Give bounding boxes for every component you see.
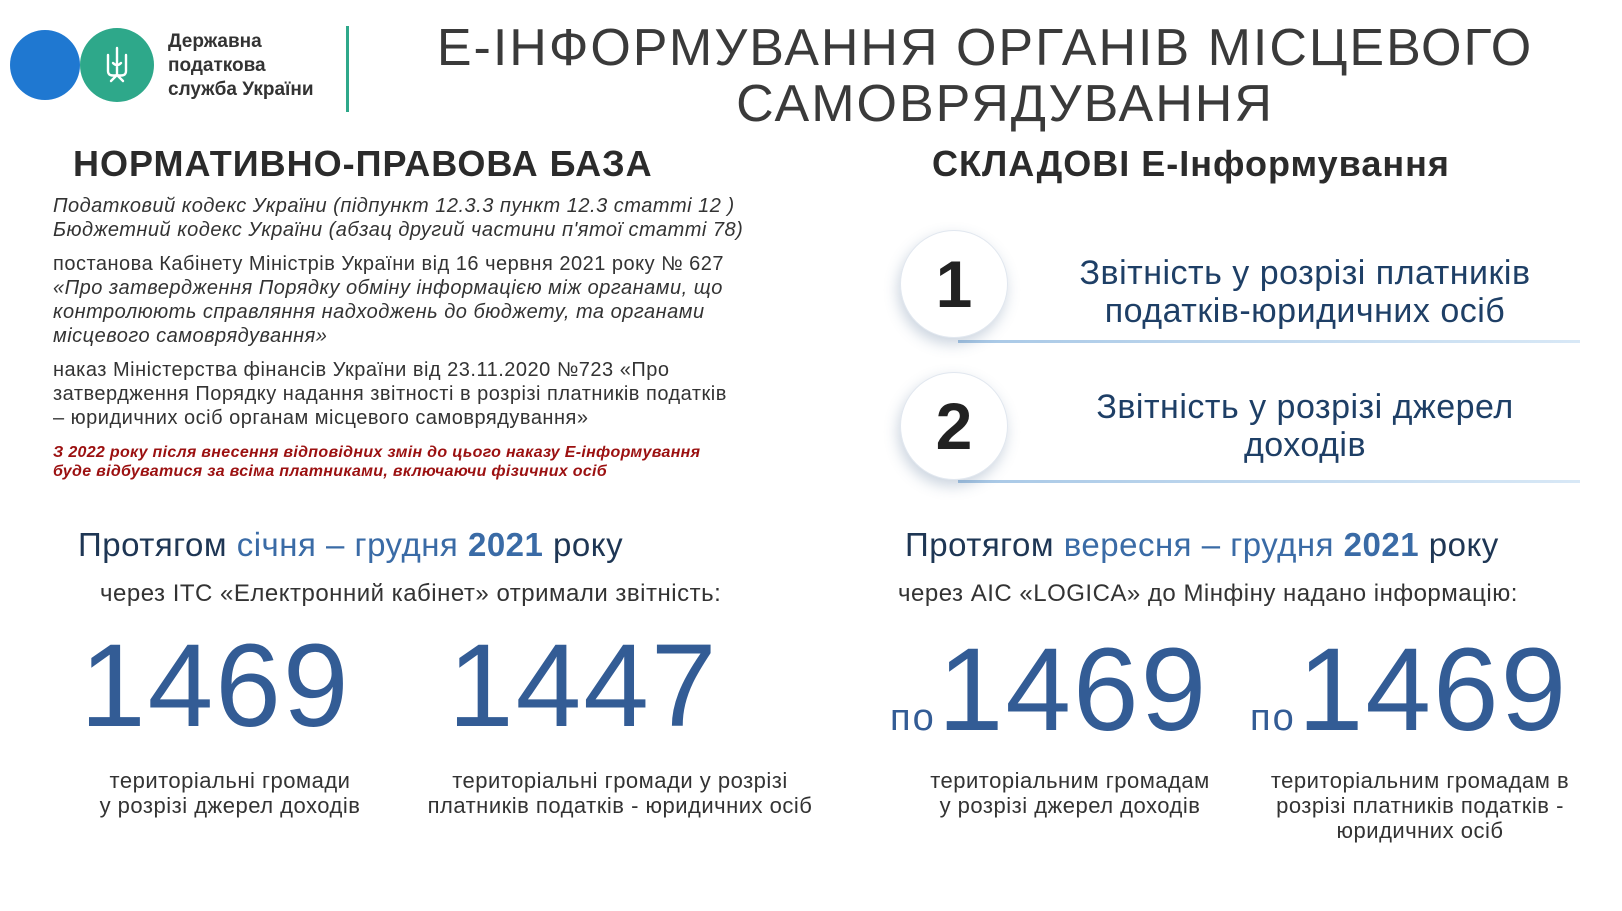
left-period-year: 2021 <box>467 526 544 563</box>
right-period-via: через АІС «LOGICA» до Мінфіну надано інформацію: <box>898 580 1518 607</box>
right-period-months: вересня – грудня <box>1063 526 1344 563</box>
legal-item-8: затвердження Порядку надання звітності в розрізі платників податків <box>53 383 727 405</box>
left-stat-1-value: 1469 <box>80 620 351 752</box>
left-stat-1-caption-line-1: територіальні громади <box>109 768 351 793</box>
component-1-number: 1 <box>900 230 1008 338</box>
right-stat-1-caption-line-2: у розрізі джерел доходів <box>939 793 1201 818</box>
legal-note <box>53 443 700 481</box>
component-2-line-2: доходів <box>1243 426 1367 464</box>
title-line-1: Е-ІНФОРМУВАННЯ ОРГАНІВ МІСЦЕВОГО <box>436 19 1534 77</box>
component-1-line-2: податків-юридичних осіб <box>1104 292 1506 330</box>
left-period-prefix: Протягом <box>78 526 237 563</box>
legal-note-line-1: З 2022 року після внесення відповідних змін до цього наказу Е-інформування <box>53 444 701 461</box>
right-period-year: 2021 <box>1343 526 1420 563</box>
right-stat-2-caption-line-3: юридичних осіб <box>1336 818 1504 843</box>
right-period-heading <box>905 526 1499 564</box>
page-title <box>360 20 1610 132</box>
component-1-underline <box>958 340 1580 343</box>
legal-item-4: «Про затвердження Порядку обміну інформацією між органами, що <box>53 277 723 299</box>
left-stat-1-caption <box>60 768 400 818</box>
title-line-2: САМОВРЯДУВАННЯ <box>736 75 1274 133</box>
component-1-text <box>1010 254 1600 330</box>
legal-item-1: Податковий кодекс України (підпункт 12.3.3 пункт 12.3 статті 12 ) <box>53 195 735 217</box>
logo-green-circle <box>80 28 154 102</box>
legal-item-3: постанова Кабінету Міністрів України від 16 червня 2021 року № 627 <box>53 253 725 275</box>
left-stat-1-caption-line-2: у розрізі джерел доходів <box>99 793 361 818</box>
right-stat-2 <box>1250 624 1569 778</box>
right-stat-1 <box>890 624 1209 778</box>
component-2-line-1: Звітність у розрізі джерел <box>1096 388 1514 426</box>
left-period-months: січня – грудня <box>236 526 468 563</box>
component-2-underline <box>958 480 1580 483</box>
right-stat-2-caption-line-2: розрізі платників податків - <box>1276 793 1564 818</box>
left-stat-2-caption-line-2: платників податків - юридичних осіб <box>427 793 813 818</box>
left-period-via: через ІТС «Електронний кабінет» отримали звітність: <box>100 580 722 607</box>
trident-icon <box>102 45 132 85</box>
components-heading: СКЛАДОВІ Е-Інформування <box>932 143 1450 184</box>
left-period-suffix: року <box>543 526 624 563</box>
legal-item-6: місцевого самоврядування» <box>53 325 328 347</box>
legal-item-2: Бюджетний кодекс України (абзац другий частини п'ятої статті 78) <box>53 219 744 241</box>
component-2-text <box>1010 388 1600 464</box>
legal-heading: НОРМАТИВНО-ПРАВОВА БАЗА <box>73 143 653 184</box>
legal-item-9: – юридичних осіб органам місцевого самоврядування» <box>53 407 589 429</box>
right-stat-2-po: по <box>1250 697 1296 739</box>
right-period-prefix: Протягом <box>905 526 1064 563</box>
left-stat-2-caption-line-1: територіальні громади у розрізі <box>452 768 788 793</box>
right-stat-2-caption-line-1: територіальним громадам в <box>1270 768 1570 793</box>
component-2-number: 2 <box>900 372 1008 480</box>
left-stat-2-value: 1447 <box>448 620 719 752</box>
right-stat-1-po: по <box>890 697 936 739</box>
legal-item-5: контролюють справляння надходжень до бюджету, та органами <box>53 301 705 323</box>
right-stat-1-caption <box>900 768 1240 818</box>
right-stat-1-caption-line-1: територіальним громадам <box>930 768 1210 793</box>
logo-divider <box>346 26 349 112</box>
right-stat-2-caption <box>1250 768 1590 843</box>
left-period-heading <box>78 526 623 564</box>
right-stat-2-value: 1469 <box>1297 624 1569 756</box>
logo-org-name: Державна податкова служба України <box>168 31 314 100</box>
right-stat-1-value: 1469 <box>937 624 1209 756</box>
right-period-suffix: року <box>1419 526 1499 563</box>
component-1-line-1: Звітність у розрізі платників <box>1079 254 1531 292</box>
left-stat-2-caption <box>400 768 840 818</box>
logo-blue-circle <box>10 30 80 100</box>
legal-item-7: наказ Міністерства фінансів України від 23.11.2020 №723 «Про <box>53 359 670 381</box>
legal-note-line-2: буде відбуватися за всіма платниками, включаючи фізичних осіб <box>53 463 607 480</box>
